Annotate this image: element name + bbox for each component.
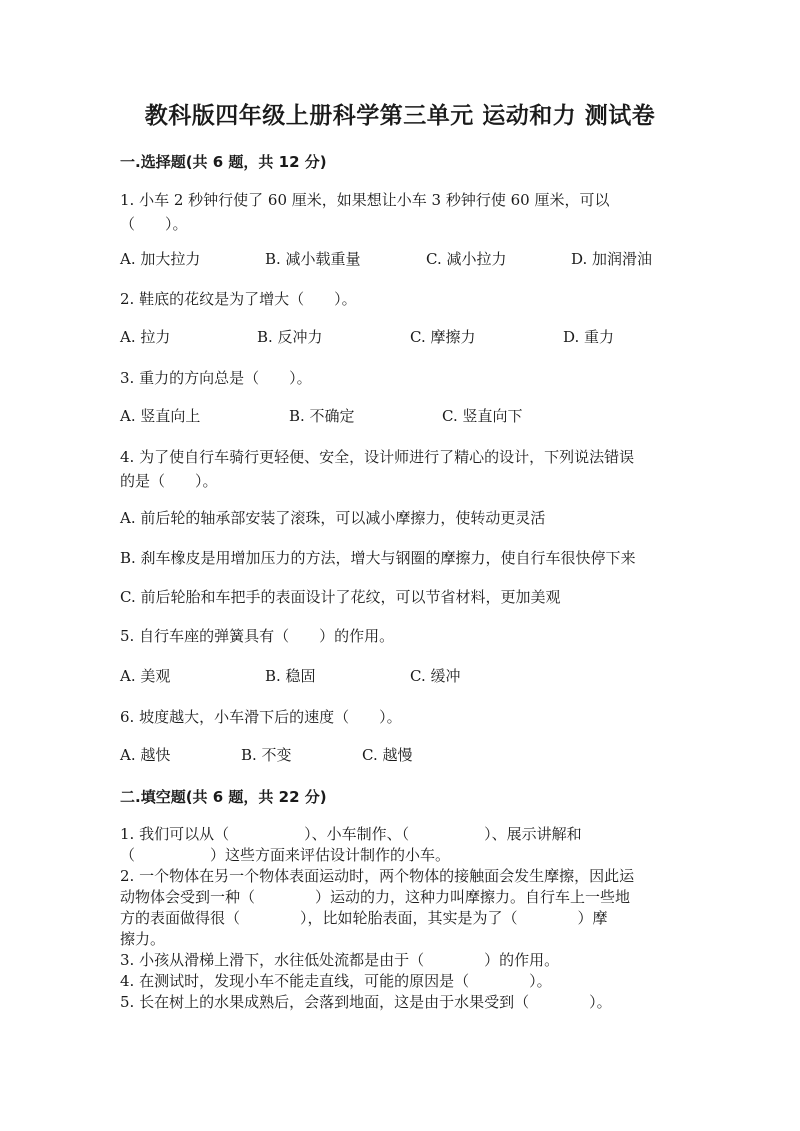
fill-line-9: 5. 长在树上的水果成熟后，会落到地面，这是由于水果受到（ ）。 xyxy=(120,993,612,1011)
section-heading-choice: 一.选择题(共 6 题，共 12 分) xyxy=(120,153,327,171)
question-5-option-c: C. 缓冲 xyxy=(410,667,461,685)
question-1-text-cont: （ ）。 xyxy=(120,215,188,233)
fill-line-1: 1. 我们可以从（ ）、小车制作、（ ）、展示讲解和 xyxy=(120,825,582,843)
question-4-text: 4. 为了使自行车骑行更轻便、安全，设计师进行了精心的设计，下列说法错误 xyxy=(120,448,635,466)
question-4-option-a: A. 前后轮的轴承部安装了滚珠，可以减小摩擦力，使转动更灵活 xyxy=(120,509,546,527)
question-3-text: 3. 重力的方向总是（ ）。 xyxy=(120,369,312,387)
fill-line-8: 4. 在测试时，发现小车不能走直线，可能的原因是（ ）。 xyxy=(120,972,552,990)
fill-line-5: 方的表面做得很（ ），比如轮胎表面，其实是为了（ ）摩 xyxy=(120,909,608,927)
question-4-option-b: B. 刹车橡皮是用增加压力的方法，增大与钢圈的摩擦力，使自行车很快停下来 xyxy=(120,549,636,567)
question-1-option-c: C. 减小拉力 xyxy=(426,250,507,268)
question-1-option-b: B. 减小载重量 xyxy=(265,250,361,268)
question-4-option-c: C. 前后轮胎和车把手的表面设计了花纹，可以节省材料，更加美观 xyxy=(120,588,561,606)
question-6-option-c: C. 越慢 xyxy=(362,746,413,764)
question-3-option-a: A. 竖直向上 xyxy=(120,407,201,425)
question-2-option-a: A. 拉力 xyxy=(120,328,171,346)
fill-line-4: 动物体会受到一种（ ）运动的力，这种力叫摩擦力。自行车上一些地 xyxy=(120,888,631,906)
question-2-text: 2. 鞋底的花纹是为了增大（ ）。 xyxy=(120,290,357,308)
question-1-option-a: A. 加大拉力 xyxy=(120,250,201,268)
page-title: 教科版四年级上册科学第三单元 运动和力 测试卷 xyxy=(144,103,656,129)
question-1-text: 1. 小车 2 秒钟行使了 60 厘米，如果想让小车 3 秒钟行使 60 厘米，可以 xyxy=(120,191,610,209)
fill-line-6: 擦力。 xyxy=(120,930,166,948)
question-2-option-c: C. 摩擦力 xyxy=(410,328,476,346)
question-6-option-a: A. 越快 xyxy=(120,746,171,764)
question-3-option-b: B. 不确定 xyxy=(289,407,355,425)
fill-line-3: 2. 一个物体在另一个物体表面运动时，两个物体的接触面会发生摩擦，因此运 xyxy=(120,867,635,885)
question-6-option-b: B. 不变 xyxy=(241,746,292,764)
question-1-option-d: D. 加润滑油 xyxy=(571,250,653,268)
section-heading-fill-blank: 二.填空题(共 6 题，共 22 分) xyxy=(120,788,327,806)
question-4-text-cont: 的是（ ）。 xyxy=(120,472,218,490)
question-5-text: 5. 自行车座的弹簧具有（ ）的作用。 xyxy=(120,627,395,645)
question-5-option-a: A. 美观 xyxy=(120,667,171,685)
question-3-option-c: C. 竖直向下 xyxy=(442,407,523,425)
question-2-option-b: B. 反冲力 xyxy=(257,328,323,346)
fill-line-2: （ ）这些方面来评估设计制作的小车。 xyxy=(120,846,451,864)
fill-line-7: 3. 小孩从滑梯上滑下，水往低处流都是由于（ ）的作用。 xyxy=(120,951,560,969)
question-2-option-d: D. 重力 xyxy=(563,328,615,346)
question-6-text: 6. 坡度越大，小车滑下后的速度（ ）。 xyxy=(120,708,402,726)
question-5-option-b: B. 稳固 xyxy=(265,667,316,685)
